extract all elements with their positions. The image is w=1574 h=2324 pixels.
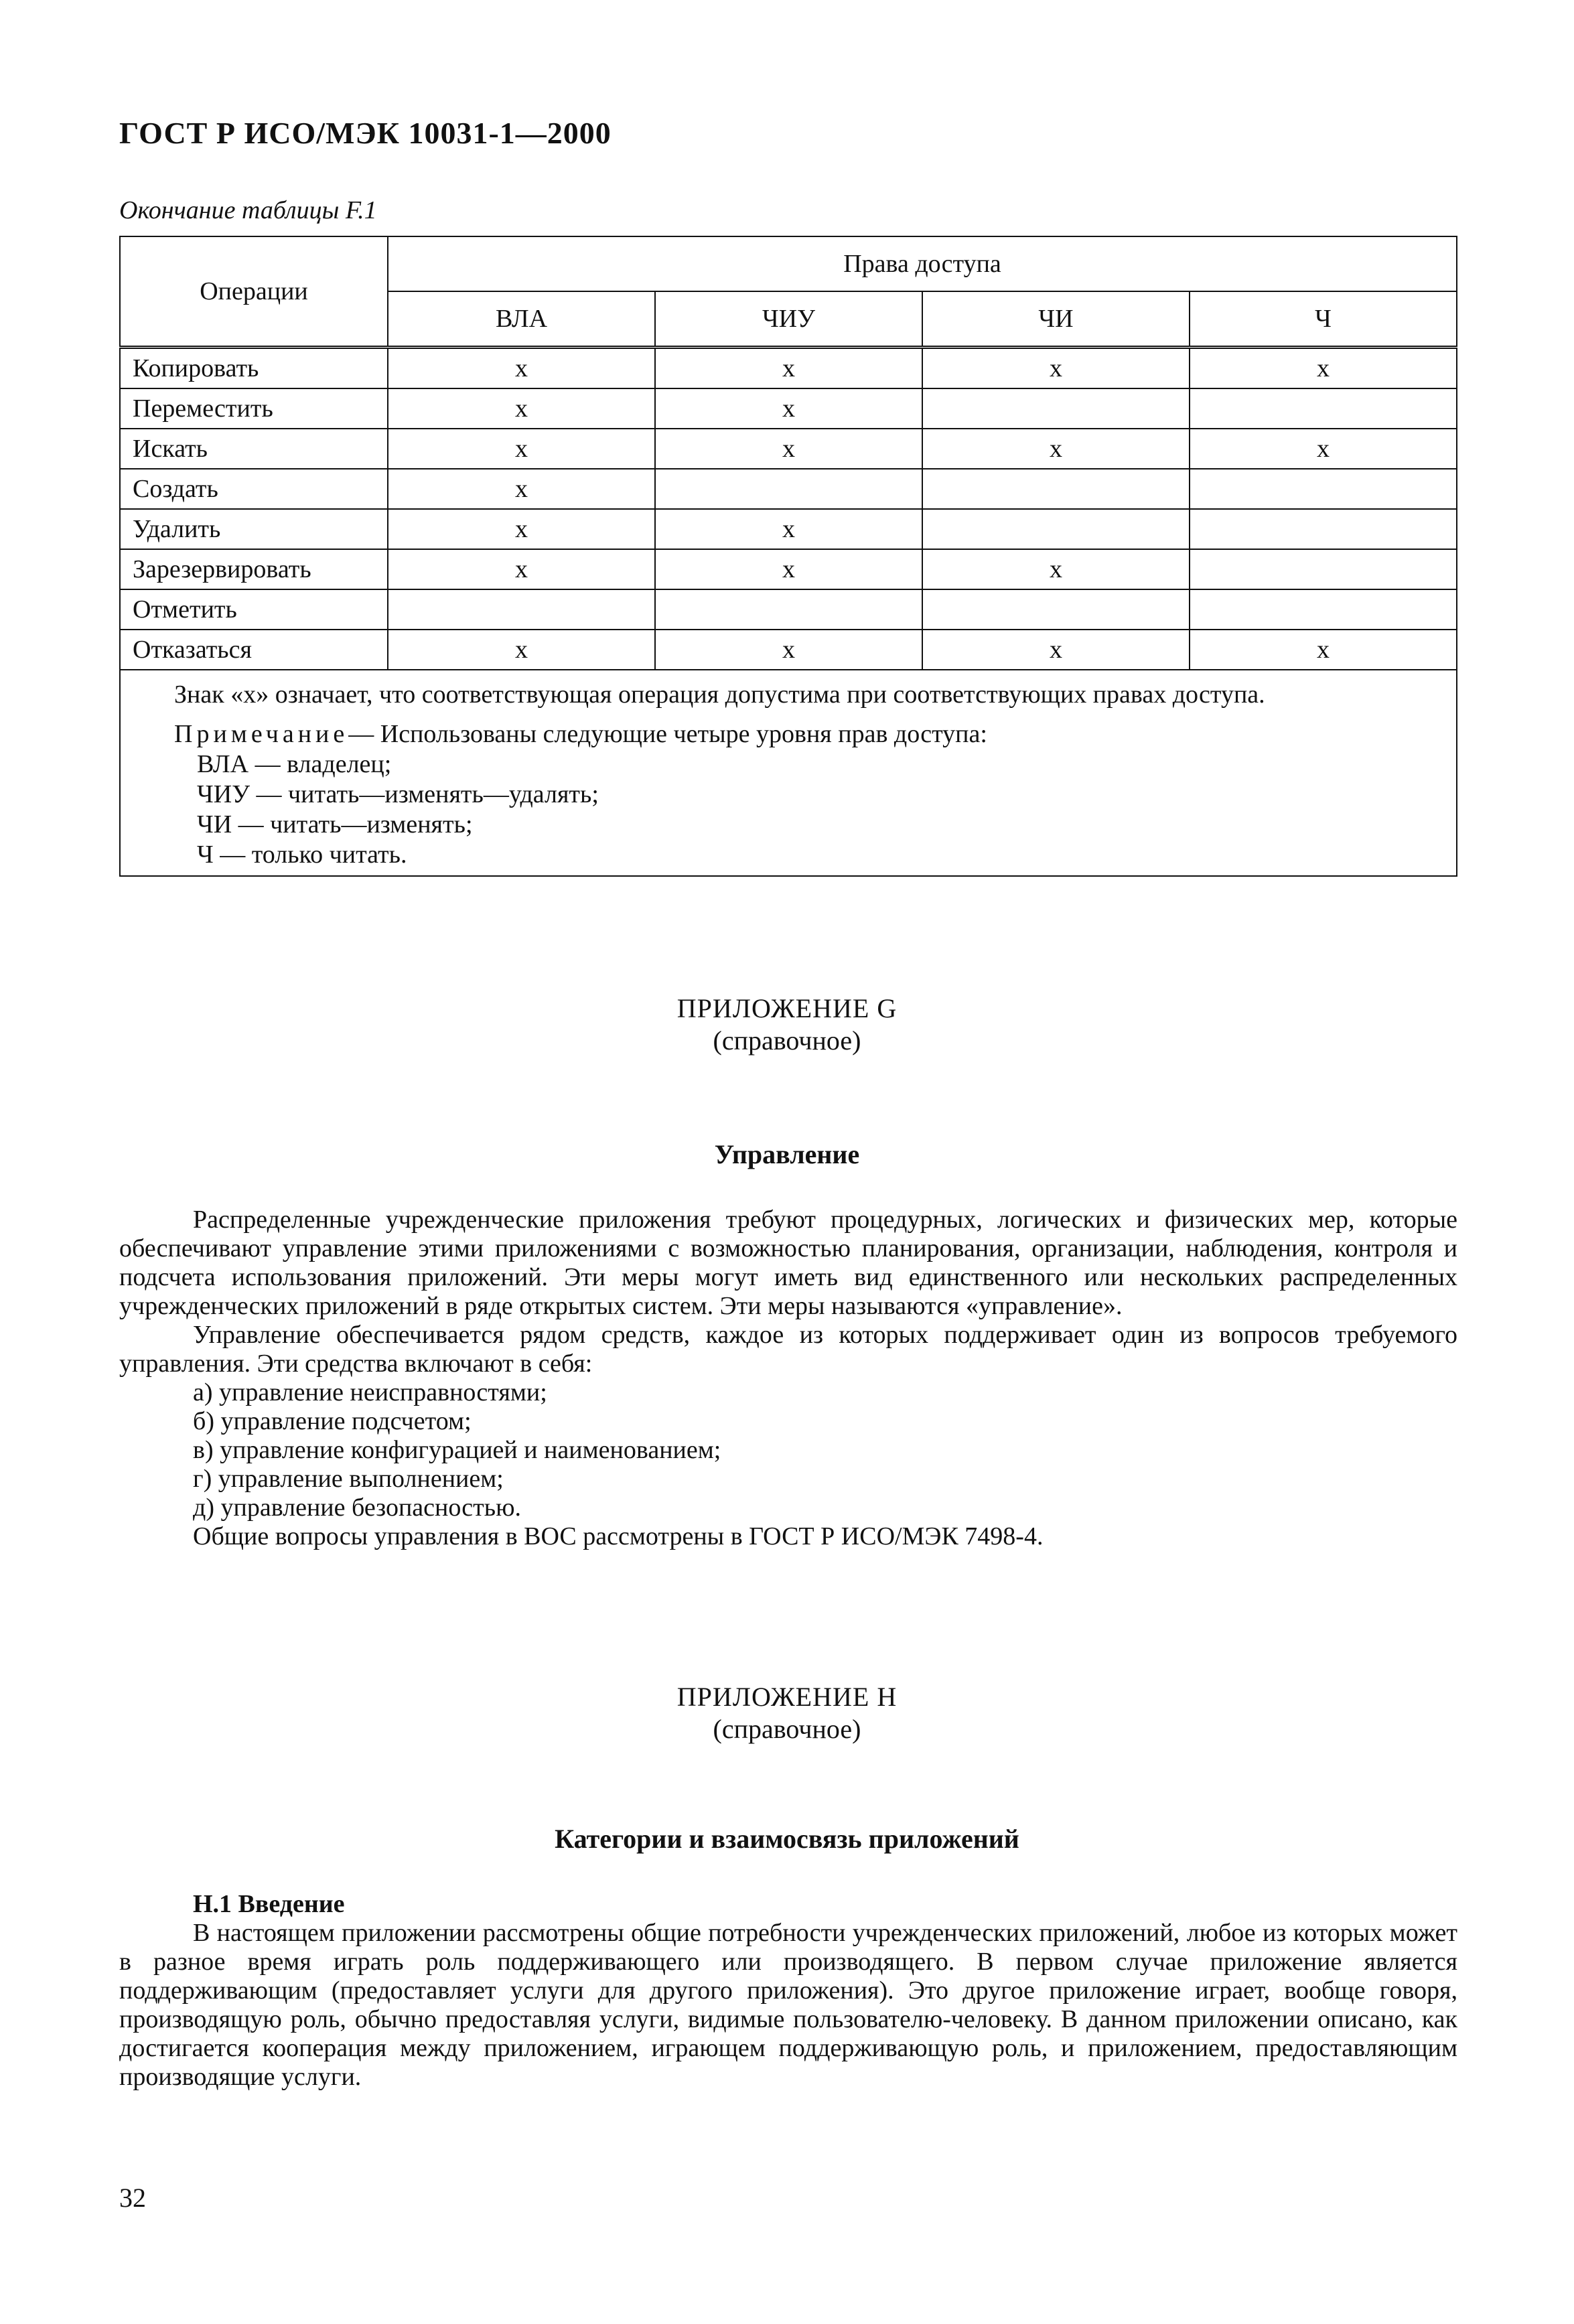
access-cell: x (655, 348, 922, 389)
appendix-h-title: ПРИЛОЖЕНИЕ H (676, 1682, 898, 1712)
access-cell: x (655, 429, 922, 469)
appendix-h-kind: (справочное) (713, 1714, 861, 1744)
appendix-g-body (119, 1206, 1457, 1551)
note-sign-text: Знак «x» означает, что соответствующая операция допустима при соответствующих правах доступа. (174, 680, 1265, 709)
note-label: Примечание (174, 720, 349, 748)
table-row (120, 388, 1457, 429)
operations-header: Операции (120, 236, 388, 348)
access-cell (1190, 509, 1457, 549)
list-item: д) управление безопасностью. (193, 1494, 521, 1522)
access-cell: x (1190, 429, 1457, 469)
access-cell: x (388, 348, 655, 389)
access-rights-table (119, 236, 1457, 877)
table-header-row (120, 236, 1457, 291)
access-cell: x (388, 509, 655, 549)
access-cell: x (922, 348, 1190, 389)
access-cell: x (655, 549, 922, 589)
operation-cell: Копировать (120, 348, 388, 389)
access-cell (655, 469, 922, 509)
list-item: г) управление выполнением; (193, 1465, 504, 1493)
access-cell: x (655, 509, 922, 549)
note-intro-line (174, 719, 1441, 749)
operation-cell: Искать (120, 429, 388, 469)
access-cell (655, 589, 922, 630)
operation-cell: Переместить (120, 388, 388, 429)
table-row (120, 630, 1457, 670)
access-cell (922, 589, 1190, 630)
access-level-item: ЧИУ — читать—изменять—удалять; (197, 780, 599, 808)
access-cell (922, 509, 1190, 549)
access-cell (922, 469, 1190, 509)
access-level-item: ЧИ — читать—изменять; (197, 810, 473, 839)
page-number: 32 (119, 2183, 146, 2213)
access-cell: x (922, 630, 1190, 670)
table-note (120, 670, 1457, 876)
rights-header: Права доступа (388, 236, 1457, 291)
operation-cell: Зарезервировать (120, 549, 388, 589)
table-caption: Окончание таблицы F.1 (119, 196, 377, 224)
table-row (120, 429, 1457, 469)
access-cell: x (388, 469, 655, 509)
access-cell: x (1190, 348, 1457, 389)
document-header: ГОСТ Р ИСО/МЭК 10031-1—2000 (119, 116, 612, 150)
access-cell (388, 589, 655, 630)
operation-cell: Создать (120, 469, 388, 509)
access-cell: x (388, 429, 655, 469)
appendix-g-heading: Управление (714, 1139, 860, 1169)
access-cell (1190, 549, 1457, 589)
appendix-h-body (119, 1890, 1457, 2092)
table-row (120, 509, 1457, 549)
access-cell: x (388, 630, 655, 670)
access-cell: x (388, 388, 655, 429)
paragraph: Управление обеспечивается рядом средств, каждое из которых поддерживает один из вопросов требуемого управления. Эти средства включают в себя: (119, 1321, 1457, 1378)
column-header: ЧИ (922, 291, 1190, 348)
table-row (120, 348, 1457, 389)
access-cell: x (655, 388, 922, 429)
table-row (120, 469, 1457, 509)
access-cell: x (388, 549, 655, 589)
column-header: ЧИУ (655, 291, 922, 348)
list-item: б) управление подсчетом; (193, 1407, 472, 1435)
operation-cell: Отказаться (120, 630, 388, 670)
paragraph: Общие вопросы управления в ВОС рассмотрены в ГОСТ Р ИСО/МЭК 7498-4. (193, 1522, 1044, 1550)
access-cell (1190, 388, 1457, 429)
table-row (120, 589, 1457, 630)
table-row (120, 549, 1457, 589)
appendix-h-heading: Категории и взаимосвязь приложений (555, 1824, 1019, 1854)
access-cell: x (1190, 630, 1457, 670)
access-cell (1190, 589, 1457, 630)
paragraph: В настоящем приложении рассмотрены общие потребности учрежденческих приложений, любое из которых может в разное время играть роль поддерживающего или производящего. В первом случае приложение является поддерживающим (предоставляет услуги для другого приложения). Это другое приложение играет, вообще говоря, производящую роль, обычно предоставляя услуги, видимые пользователю-человеку. В данном приложении описано, как достигается кооперация между приложением, играющем поддерживающую роль, и приложением, предоставляющим производящие услуги. (119, 1919, 1457, 2091)
appendix-h-title-block (0, 1681, 1574, 1745)
access-cell (922, 388, 1190, 429)
operation-cell: Удалить (120, 509, 388, 549)
access-level-item: Ч — только читать. (197, 841, 407, 869)
appendix-g-title: ПРИЛОЖЕНИЕ G (676, 993, 898, 1023)
table-note-row (120, 670, 1457, 876)
column-header: Ч (1190, 291, 1457, 348)
note-intro: — Использованы следующие четыре уровня прав доступа: (348, 720, 987, 748)
list-item: в) управление конфигурацией и наименованием; (193, 1436, 721, 1464)
access-level-item: ВЛА — владелец; (197, 750, 392, 778)
access-cell: x (655, 630, 922, 670)
subsection-heading: H.1 Введение (193, 1890, 345, 1918)
list-item: а) управление неисправностями; (193, 1378, 547, 1406)
appendix-g-kind: (справочное) (713, 1025, 861, 1056)
appendix-g-title-block (0, 993, 1574, 1057)
column-header: ВЛА (388, 291, 655, 348)
access-cell: x (922, 549, 1190, 589)
paragraph: Распределенные учрежденческие приложения требуют процедурных, логических и физических мер, которые обеспечивают управление этими приложениями с возможностью планирования, организации, наблюдения, контроля и подсчета использования приложений. Эти меры могут иметь вид единственного или нескольких распределенных учрежденческих приложений в ряде открытых систем. Эти меры называются «управление». (119, 1206, 1457, 1320)
operation-cell: Отметить (120, 589, 388, 630)
access-cell (1190, 469, 1457, 509)
access-cell: x (922, 429, 1190, 469)
